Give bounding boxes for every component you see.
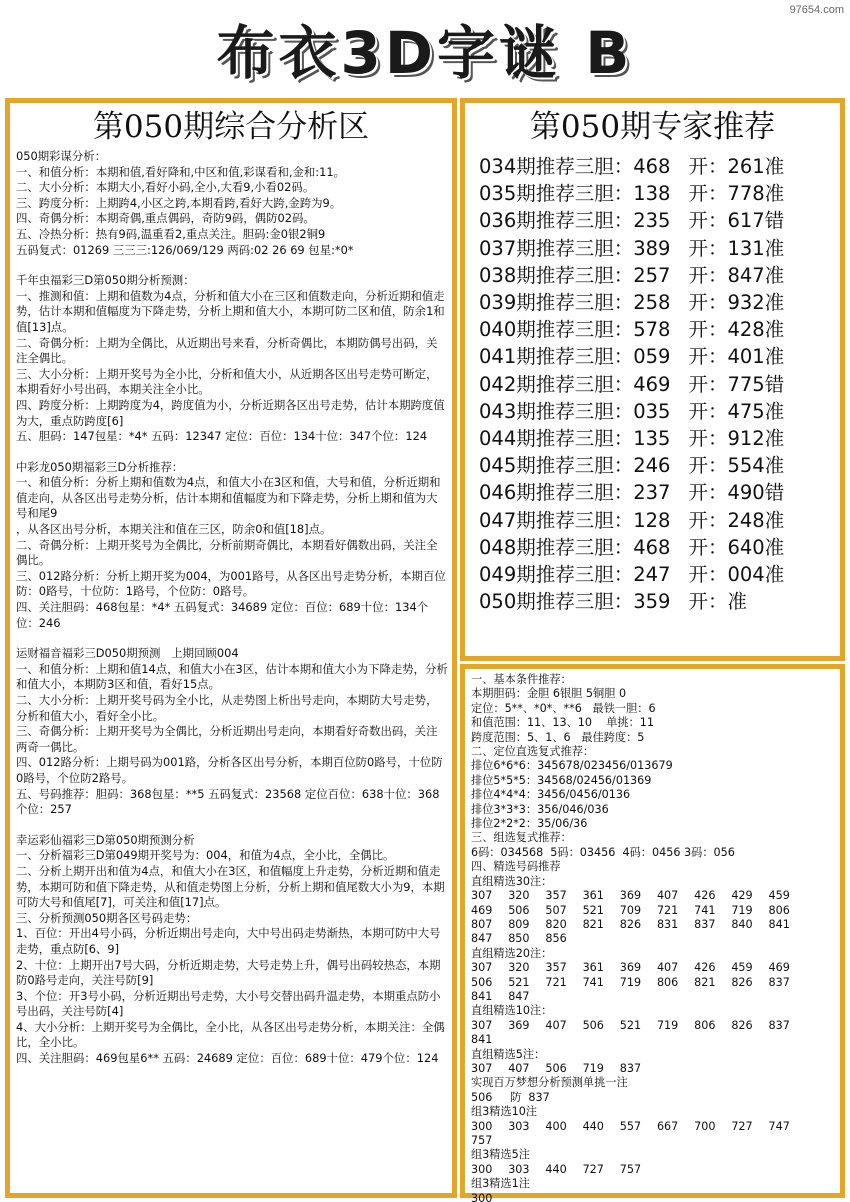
number-group xyxy=(471,1192,836,1202)
recommend-issue: 036期推荐三胆 xyxy=(479,209,614,233)
pick-number: 667 xyxy=(656,1119,679,1133)
picks-line: 跨度范围：5、1、6 最佳跨度：5 xyxy=(471,730,645,744)
recommend-row xyxy=(479,534,840,561)
recommend-result: 开：617错 xyxy=(688,209,785,233)
pick-number: 469 xyxy=(768,961,790,975)
recommend-issue: 044期推荐三胆 xyxy=(479,427,614,451)
recommend-pick: ：468 xyxy=(613,155,671,178)
section-gap xyxy=(16,631,448,646)
number-group xyxy=(471,1062,836,1076)
recommend-list xyxy=(465,153,840,615)
pick-number: 369 xyxy=(619,961,642,975)
pick-number: 361 xyxy=(582,889,604,903)
pick-number: 440 xyxy=(545,1162,567,1176)
recommend-result: 开：475准 xyxy=(688,399,785,423)
pick-number: 841 xyxy=(471,989,493,1003)
pick-number: 821 xyxy=(694,975,716,989)
picks-line: 排位5*5*5：34568/02456/01369 xyxy=(471,773,652,787)
section-heading: 千年虫福彩三D第050期分析预测： xyxy=(16,273,195,288)
number-group xyxy=(471,1163,836,1177)
pick-number: 831 xyxy=(656,917,679,931)
picks-line: 506 防 837 xyxy=(471,1090,550,1104)
analysis-line: 四、012路分析：上期号码为001路，分析各区出号分析，本期百位防0路号，十位防0路号，个位防2路号。 xyxy=(16,755,443,785)
pick-number: 407 xyxy=(656,889,679,903)
picks-line: 排位6*6*6：345678/023456/013679 xyxy=(471,759,673,773)
recommend-row xyxy=(479,289,840,316)
recommend-row xyxy=(479,343,840,370)
analysis-line: 1、百位：开出4号小码，分析近期出号走向，大中号出码走势渐热，本期可防中大号走势，重点防[6、9] xyxy=(16,926,441,956)
picks-line: 6码：034568 5码：03456 4码：0456 3码：056 xyxy=(471,845,735,859)
pick-number: 459 xyxy=(768,889,790,903)
analysis-line: 4、大小分析：上期开奖号为全偶比，全小比，从各区出号走势分析，本期关注：全偶比，全小比。 xyxy=(16,1019,445,1050)
pick-number: 757 xyxy=(471,1134,493,1147)
recommend-issue: 050期推荐三胆 xyxy=(479,590,614,614)
pick-number: 741 xyxy=(582,975,604,989)
recommend-row xyxy=(479,153,840,180)
pick-number: 841 xyxy=(471,1033,493,1047)
recommend-pick: ：359 xyxy=(613,590,671,614)
picks-line: 四、精选号码推荐 xyxy=(471,860,561,874)
pick-number: 506 xyxy=(471,975,493,989)
recommend-result: 开：428准 xyxy=(688,318,785,342)
analysis-line: 三、分析预测050期各区号码走势： xyxy=(16,910,198,925)
number-group xyxy=(471,889,836,947)
recommend-pick: ：257 xyxy=(613,263,671,287)
pick-number: 361 xyxy=(582,961,604,975)
recommend-issue: 037期推荐三胆 xyxy=(479,236,614,260)
expert-panel-title: 第050期专家推荐 xyxy=(529,109,776,145)
pick-number: 806 xyxy=(694,1018,716,1032)
banner xyxy=(0,0,850,96)
recommend-row xyxy=(479,398,840,425)
pick-number: 826 xyxy=(619,917,642,931)
pick-number: 506 xyxy=(545,1061,567,1075)
pick-number: 407 xyxy=(508,1061,530,1075)
recommend-issue: 039期推荐三胆 xyxy=(479,291,614,315)
recommend-issue: 034期推荐三胆 xyxy=(479,155,614,178)
pick-number: 303 xyxy=(508,1119,530,1133)
recommend-result: 开：490错 xyxy=(688,481,785,505)
analysis-line: 一、和值分析：分析上期和值数为4点，和值大小在3区和值，大号和值，分析近期和值走向，从各区出号走势分析，估计本期和值幅度为和下降走势，分析上期和值为大号和尾9 xyxy=(16,475,441,521)
picks-line: 和值范围：11、13、10 单挑：11 xyxy=(471,716,655,730)
pick-number: 719 xyxy=(619,975,642,989)
recommend-pick: ：468 xyxy=(613,535,671,559)
pick-number: 806 xyxy=(656,975,679,989)
analysis-line: 二、分析上期开出和值为4点，和值大小在3区，和值幅度上升走势，分析近期和值走势，本期可防和值下降走势，从和值走势图上分析，分析上期和值尾数大小为9，本期可防大号和值尾[7]，可关注和值[17]点。 xyxy=(16,863,445,910)
pick-number: 727 xyxy=(582,1162,604,1176)
pick-number: 719 xyxy=(731,903,753,917)
pick-number: 719 xyxy=(656,1018,679,1032)
analysis-line: 三、奇偶分析：上期开奖号为全偶比，分析近期出号走向，本期看好奇数出码，关注两奇一偶比。 xyxy=(16,724,438,754)
recommend-pick: ：389 xyxy=(613,236,671,260)
pick-number: 807 xyxy=(471,917,493,931)
pick-number: 719 xyxy=(582,1061,604,1075)
picks-line: 直组精选5注： xyxy=(471,1047,546,1061)
section-heading: 050期彩谋分析： xyxy=(16,149,107,163)
recommend-issue: 038期推荐三胆 xyxy=(479,263,614,287)
analysis-line: ，从各区出号分析，本期关注和值在三区，防余0和值[18]点。 xyxy=(16,522,332,537)
analysis-section xyxy=(16,149,448,258)
analysis-line: 二、奇偶分析：上期开奖号为全偶比，分析前期奇偶比，本期看好偶数出码，关注全偶比。 xyxy=(16,537,438,568)
recommend-result: 开：640准 xyxy=(688,535,785,559)
analysis-line: 一、分析福彩三D第049期开奖号为：004，和值为4点，全小比，全偶比。 xyxy=(16,848,395,863)
section-gap xyxy=(16,445,448,460)
pick-number: 507 xyxy=(545,903,567,917)
recommend-pick: ：246 xyxy=(613,454,671,478)
analysis-line: 二、大小分析：上期开奖号码为全小比，从走势图上析出号走向，本期防大号走势，分析和值大小，看好全小比。 xyxy=(16,693,438,723)
pick-number: 721 xyxy=(656,903,679,917)
recommend-row xyxy=(479,561,840,588)
recommend-issue: 045期推荐三胆 xyxy=(479,454,614,478)
recommend-row xyxy=(479,180,840,207)
recommend-pick: ：237 xyxy=(613,481,671,505)
recommend-issue: 043期推荐三胆 xyxy=(479,399,614,423)
pick-number: 407 xyxy=(656,961,679,975)
pick-number: 840 xyxy=(731,917,753,931)
recommend-result: 开：261准 xyxy=(688,155,785,178)
pick-number: 307 xyxy=(471,1061,493,1075)
recommend-pick: ：235 xyxy=(613,209,671,233)
pick-number: 300 xyxy=(471,1191,493,1202)
pick-number: 300 xyxy=(471,1119,493,1133)
pick-number: 307 xyxy=(471,961,493,975)
analysis-line: 五码复式：01269 三三三:126/069/129 两码:02 26 69 包星:*0* xyxy=(16,242,354,257)
pick-number: 721 xyxy=(545,975,567,989)
pick-number: 521 xyxy=(582,903,604,917)
recommend-issue: 041期推荐三胆 xyxy=(479,345,614,369)
pick-number: 469 xyxy=(471,903,493,917)
analysis-line: 四、跨度分析：上期跨度为4，跨度值为小，分析近期各区出号走势，估计本期跨度值为大，重点防跨度[6] xyxy=(16,397,445,428)
pick-number: 709 xyxy=(619,903,642,917)
number-group xyxy=(471,1120,836,1149)
pick-number: 757 xyxy=(619,1162,642,1176)
analysis-line: 三、012路分析：分析上期开奖为004，为001路号，从各区出号走势分析，本期百位防：0路号，十位防：1路号，个位防：0路号。 xyxy=(16,568,446,599)
analysis-section xyxy=(16,460,448,632)
recommend-pick: ：128 xyxy=(613,508,671,532)
pick-number: 320 xyxy=(508,961,530,975)
picks-panel xyxy=(460,664,845,1202)
pick-number: 506 xyxy=(508,903,530,917)
analysis-section xyxy=(16,646,448,818)
picks-line: 直组精选20注： xyxy=(471,946,553,960)
pick-number: 320 xyxy=(508,889,530,903)
recommend-result: 开：932准 xyxy=(688,291,785,315)
analysis-line: 2、十位：上期开出7号大码，分析近期走势，大号走势上升，偶号出码较热态，本期防0路号走向，关注号防[9] xyxy=(16,957,441,988)
recommend-issue: 035期推荐三胆 xyxy=(479,182,614,206)
analysis-line: 3、个位：开3号小码，分析近期出号走势，大小号交替出码升温走势，本期重点防小号出码，关注号防[4] xyxy=(16,988,441,1019)
pick-number: 837 xyxy=(694,917,716,931)
recommend-row xyxy=(479,425,840,452)
recommend-pick: ：258 xyxy=(613,291,671,315)
pick-number: 557 xyxy=(619,1119,642,1133)
recommend-result: 开：912准 xyxy=(688,427,785,451)
pick-number: 837 xyxy=(768,975,790,989)
pick-number: 820 xyxy=(545,917,567,931)
analysis-line: 五、号码推荐：胆码：368包星：**5 五码复式：23568 定位百位：638十位：368个位：257 xyxy=(16,786,440,817)
pick-number: 847 xyxy=(508,989,530,1003)
recommend-pick: ：059 xyxy=(613,345,671,369)
picks-line: 组3精选10注 xyxy=(471,1105,538,1119)
recommend-pick: ：469 xyxy=(613,372,671,396)
picks-line: 二、定位直选复式推荐： xyxy=(471,745,595,759)
pick-number: 300 xyxy=(471,1162,493,1176)
recommend-row xyxy=(479,479,840,506)
banner-title: 布衣3D字谜 B xyxy=(216,19,634,87)
pick-number: 821 xyxy=(582,917,604,931)
section-heading: 中彩龙050期福彩三D分析推荐： xyxy=(16,459,184,474)
site-watermark: 97654.com xyxy=(789,4,844,16)
pick-number: 826 xyxy=(731,1018,753,1032)
pick-number: 841 xyxy=(768,917,790,931)
section-gap xyxy=(16,818,448,833)
section-heading: 幸运彩仙福彩三D第050期预测分析 xyxy=(16,832,195,847)
picks-line: 定位：5**、*0*、**6 最铁一胆：6 xyxy=(471,701,656,715)
pick-number: 837 xyxy=(768,1018,790,1032)
pick-number: 407 xyxy=(545,1018,567,1032)
picks-line: 实现百万梦想分析预测单挑一注 xyxy=(471,1076,628,1090)
analysis-line: 二、奇偶分析：上期为全偶比，从近期出号来看，分析奇偶比，本期防偶号出码，关注全偶比。 xyxy=(16,335,438,366)
pick-number: 426 xyxy=(694,889,716,903)
recommend-row xyxy=(479,371,840,398)
analysis-line: 四、关注胆码：468包星：*4* 五码复式：34689 定位：百位：689十位：134个位：246 xyxy=(16,600,429,630)
recommend-result: 开：778准 xyxy=(688,182,785,206)
picks-line: 三、组选复式推荐： xyxy=(471,831,572,845)
picks-line: 直组精选30注： xyxy=(471,874,553,888)
analysis-line: 一、和值分析：上期和值14点，和值大小在3区，估计本期和值大小为下降走势，分析和值大小，本期防3区和值，看好15点。 xyxy=(16,661,448,692)
recommend-result: 开：004准 xyxy=(688,563,785,587)
pick-number: 357 xyxy=(545,961,567,975)
recommend-pick: ：138 xyxy=(613,182,671,206)
picks-line: 一、基本条件推荐： xyxy=(471,673,572,686)
recommend-result: 开：401准 xyxy=(688,345,785,369)
pick-number: 426 xyxy=(694,961,716,975)
recommend-pick: ：135 xyxy=(613,427,671,451)
pick-number: 826 xyxy=(731,975,753,989)
pick-number: 369 xyxy=(508,1018,530,1032)
recommend-row xyxy=(479,262,840,289)
analysis-line: 一、和值分析：本期和值,看好降和,中区和值,彩谋看和,金和:11。 xyxy=(16,164,345,179)
analysis-line: 四、关注胆码：469包星6** 五码：24689 定位：百位：689十位：479个位：124 xyxy=(16,1051,439,1066)
pick-number: 303 xyxy=(508,1162,530,1176)
recommend-row xyxy=(479,207,840,234)
recommend-issue: 046期推荐三胆 xyxy=(479,481,614,505)
picks-line: 排位4*4*4：3456/0456/0136 xyxy=(471,788,631,802)
recommend-issue: 048期推荐三胆 xyxy=(479,535,614,559)
pick-number: 521 xyxy=(508,975,530,989)
analysis-line: 五、冷热分析：热有9码,温重看2,重点关注。胆码:金0银2铜9 xyxy=(16,226,326,241)
pick-number: 459 xyxy=(731,961,753,975)
pick-number: 369 xyxy=(619,889,642,903)
picks-line: 直组精选10注： xyxy=(471,1004,553,1018)
analysis-line: 四、奇偶分析：本期奇偶,重点偶码，奇防9码，偶防02码。 xyxy=(16,211,315,226)
recommend-row xyxy=(479,588,840,615)
recommend-row xyxy=(479,316,840,343)
section-heading: 运财福音福彩三D050期预测 上期回顾004 xyxy=(16,646,239,661)
picks-line: 本期胆码：金胆 6银胆 5铜胆 0 xyxy=(471,687,627,701)
pick-number: 847 xyxy=(471,932,493,946)
recommend-result: 开：131准 xyxy=(688,236,785,260)
analysis-body xyxy=(10,149,452,1067)
recommend-row xyxy=(479,235,840,262)
recommend-issue: 049期推荐三胆 xyxy=(479,563,614,587)
recommend-result: 开：847准 xyxy=(688,263,785,287)
recommend-row xyxy=(479,507,840,534)
pick-number: 806 xyxy=(768,903,790,917)
analysis-line: 三、大小分析：上期开奖号为全小比，分析和值大小，从近期各区出号走势可断定，本期看好小号出码，本期关注全小比。 xyxy=(16,366,438,397)
picks-line: 排位2*2*2：35/06/36 xyxy=(471,817,588,831)
pick-number: 747 xyxy=(768,1119,790,1133)
picks-line: 组3精选5注 xyxy=(471,1148,530,1162)
pick-number: 850 xyxy=(508,932,530,946)
pick-number: 809 xyxy=(508,917,530,931)
pick-number: 506 xyxy=(582,1018,604,1032)
picks-line: 排位3*3*3：356/046/036 xyxy=(471,802,609,816)
analysis-line: 一、推测和值：上期和值数为4点，分析和值大小在三区和值数走向，分析近期和值走势，估计本期和值幅度为下降走势，分析上期和值大小，本期可防二区和值，防余1和值[13]点。 xyxy=(16,288,445,334)
pick-number: 521 xyxy=(619,1018,642,1032)
analysis-line: 二、大小分析：本期大小,看好小码,全小,大看9,小看02码。 xyxy=(16,180,315,195)
pick-number: 837 xyxy=(619,1061,642,1075)
picks-body xyxy=(465,669,840,1202)
pick-number: 741 xyxy=(694,903,716,917)
analysis-line: 三、跨度分析：上期跨4,小区之跨,本期看跨,看好大跨,金跨为9。 xyxy=(16,195,342,210)
number-group xyxy=(471,961,836,1004)
number-group xyxy=(471,1019,836,1048)
recommend-issue: 040期推荐三胆 xyxy=(479,318,614,342)
recommend-result: 开：775错 xyxy=(688,372,785,396)
analysis-panel-title: 第050期综合分析区 xyxy=(92,109,370,145)
recommend-pick: ：035 xyxy=(613,399,671,423)
section-gap xyxy=(16,258,448,273)
recommend-result: 开：准 xyxy=(688,590,747,614)
pick-number: 357 xyxy=(545,889,567,903)
recommend-issue: 047期推荐三胆 xyxy=(479,508,614,532)
analysis-section xyxy=(16,833,448,1067)
pick-number: 440 xyxy=(582,1119,604,1133)
pick-number: 429 xyxy=(731,889,753,903)
expert-panel xyxy=(460,98,845,661)
recommend-issue: 042期推荐三胆 xyxy=(479,372,614,396)
recommend-pick: ：247 xyxy=(613,563,671,587)
analysis-section xyxy=(16,273,448,445)
pick-number: 400 xyxy=(545,1119,567,1133)
recommend-result: 开：248准 xyxy=(688,508,785,532)
picks-line: 组3精选1注 xyxy=(471,1177,530,1191)
pick-number: 307 xyxy=(471,1018,493,1032)
analysis-line: 五、胆码：147包星：*4* 五码：12347 定位：百位：134十位：347个位：124 xyxy=(16,429,428,444)
pick-number: 307 xyxy=(471,889,493,903)
recommend-row xyxy=(479,452,840,479)
pick-number: 700 xyxy=(694,1119,716,1133)
recommend-result: 开：554准 xyxy=(688,454,785,478)
recommend-pick: ：578 xyxy=(613,318,671,342)
pick-number: 856 xyxy=(545,932,567,946)
pick-number: 727 xyxy=(731,1119,753,1133)
analysis-panel xyxy=(5,98,457,1198)
